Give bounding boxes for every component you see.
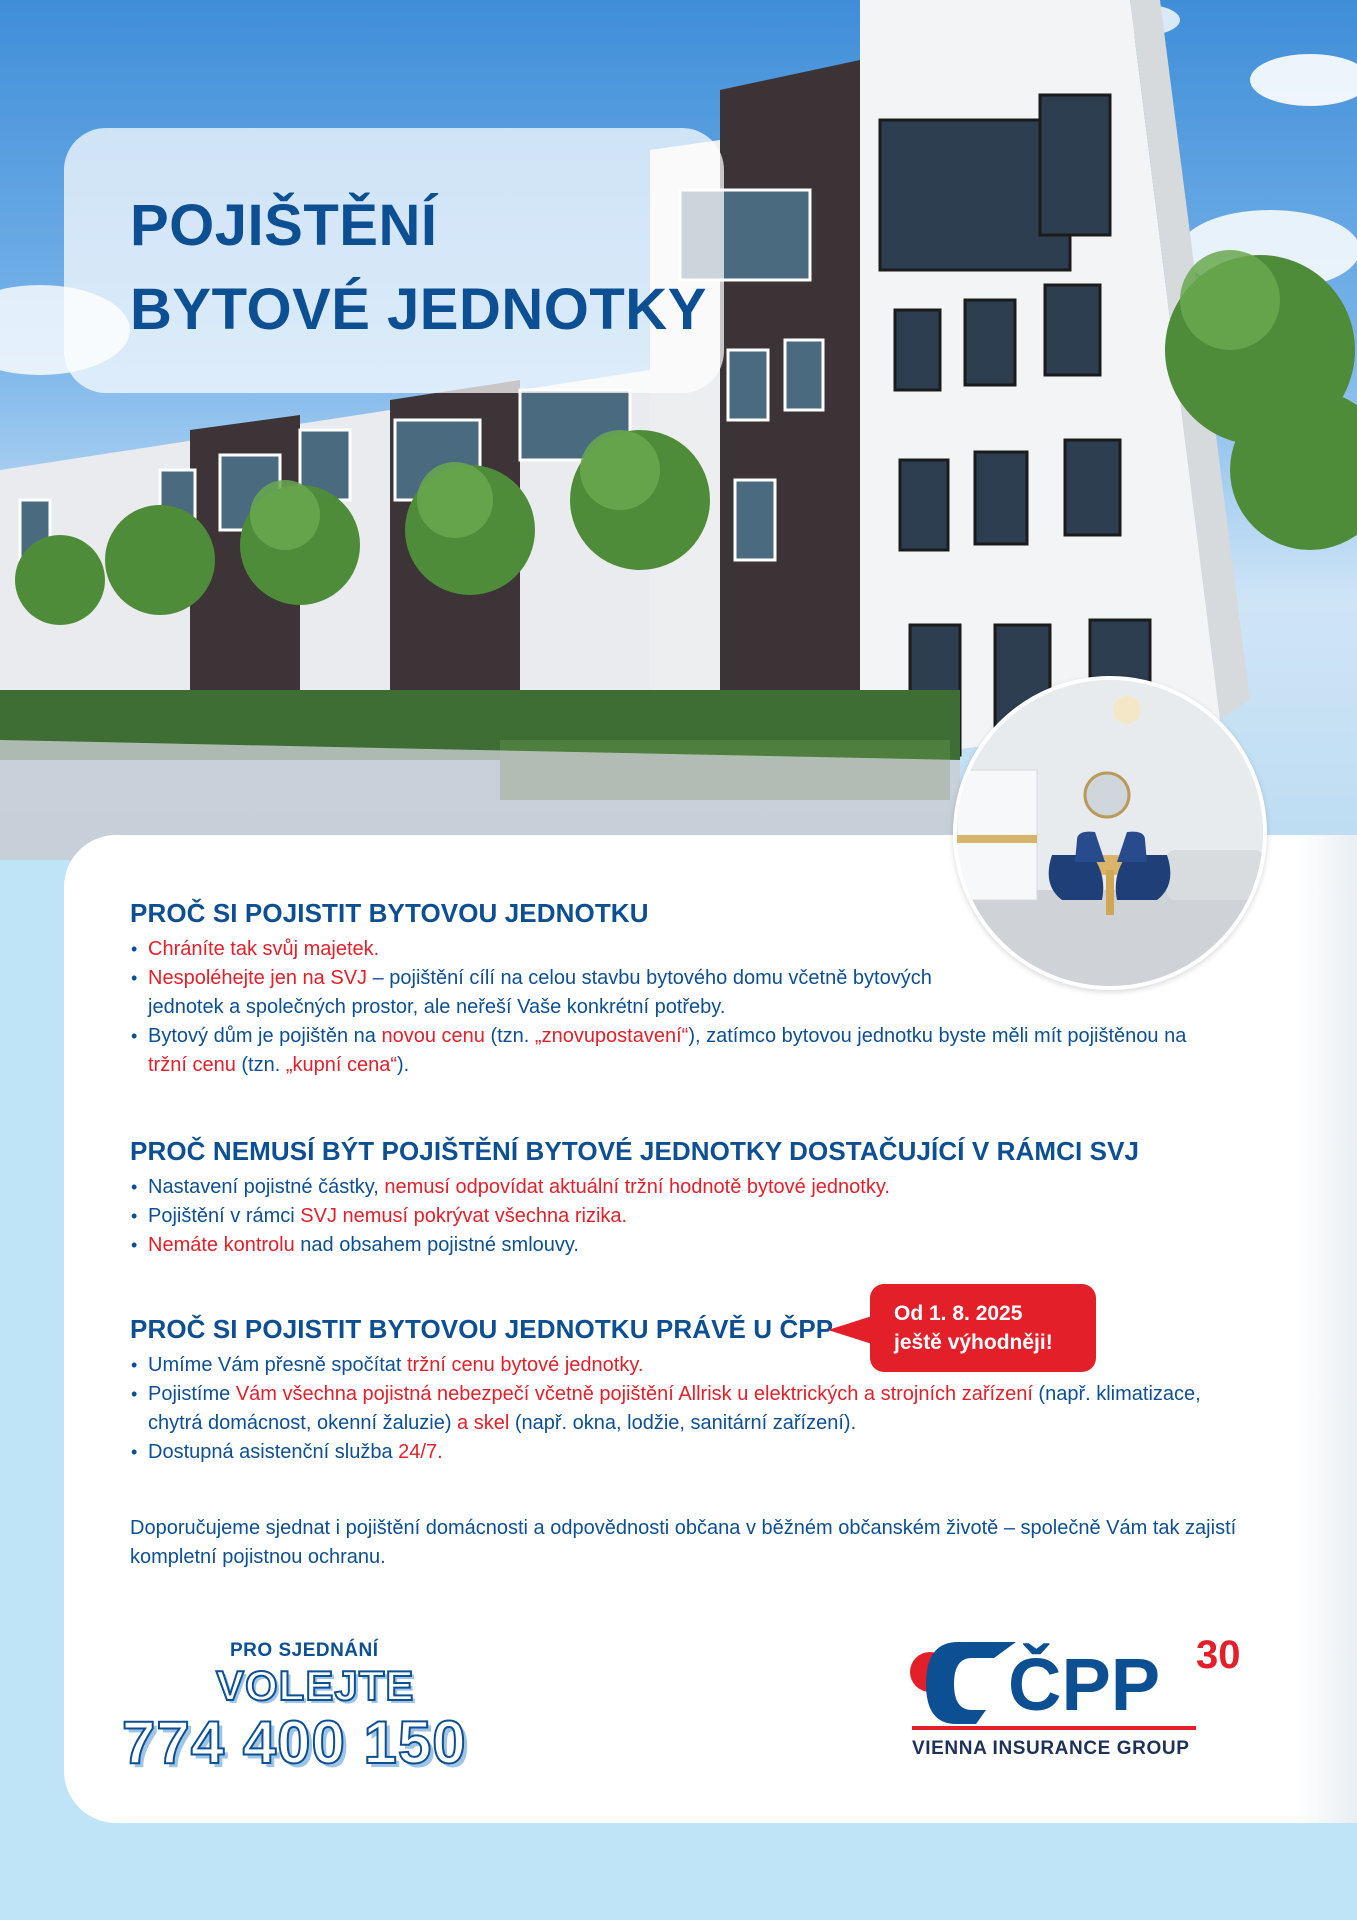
- section-1-heading: PROČ SI POJISTIT BYTOVOU JEDNOTKU: [130, 898, 649, 928]
- list-item: • Pojistíme Vám všechna pojistná nebezpečí včetně pojištění Allrisk u elektrických a strojních zařízení (např. klimatizace, chytrá domácnost, okenní žaluzie) a skel (např. okna, lodžie, sanitární zařízení).: [130, 1380, 1210, 1438]
- cta-label: PRO SJEDNÁNÍ: [230, 1640, 379, 1661]
- section-svj-insufficient: [130, 1136, 1230, 1260]
- section-why-insure: [130, 898, 1230, 1080]
- section-3-heading: PROČ SI POJISTIT BYTOVOU JEDNOTKU PRÁVĚ U ČPP: [130, 1314, 834, 1344]
- list-item: • Dostupná asistenční služba 24/7.: [130, 1438, 1210, 1467]
- list-item: • Umíme Vám přesně spočítat tržní cenu bytové jednotky.: [130, 1351, 1210, 1380]
- logo-group-name: VIENNA INSURANCE GROUP: [912, 1738, 1190, 1759]
- list-item: • Nespoléhejte jen na SVJ – pojištění cílí na celou stavbu bytového domu včetně bytových jednotek a společných prostor, ale neřeší Vaše konkrétní potřeby.: [130, 964, 968, 1022]
- page-title: [130, 184, 707, 352]
- logo-mark: [926, 1642, 1016, 1724]
- promo-callout: [870, 1284, 1096, 1372]
- list-item: • Chráníte tak svůj majetek.: [130, 935, 1230, 964]
- logo-brand-text: ČPP: [1008, 1643, 1161, 1726]
- list-item: • Nemáte kontrolu nad obsahem pojistné smlouvy.: [130, 1231, 1230, 1260]
- title-line-1: POJIŠTĚNÍ: [130, 193, 438, 258]
- title-line-2: BYTOVÉ JEDNOTKY: [130, 277, 707, 342]
- logo-divider: [912, 1726, 1196, 1730]
- list-item: • Bytový dům je pojištěn na novou cenu (tzn. „znovupostavení“), zatímco bytovou jednotku byste měli mít pojištěnou na tržní cenu (tzn. „kupní cena“).: [130, 1022, 1228, 1080]
- logo-anniversary: 30: [1196, 1633, 1241, 1677]
- section-1-list: [130, 935, 1230, 1080]
- promo-text: ještě výhodněji!: [894, 1331, 1053, 1354]
- phone-number[interactable]: 774 400 150: [122, 1709, 467, 1776]
- list-item: • Nastavení pojistné částky, nemusí odpovídat aktuální tržní hodnotě bytové jednotky.: [130, 1173, 1230, 1202]
- promo-date: Od 1. 8. 2025: [894, 1302, 1023, 1325]
- section-2-heading: PROČ NEMUSÍ BÝT POJIŠTĚNÍ BYTOVÉ JEDNOTKY DOSTAČUJÍCÍ V RÁMCI SVJ: [130, 1136, 1140, 1166]
- recommendation-text: Doporučujeme sjednat i pojištění domácnosti a odpovědnosti občana v běžném občanském životě – společně Vám tak zajistí kompletní pojistnou ochranu.: [130, 1517, 1237, 1568]
- cta-heading: VOLEJTE: [216, 1662, 415, 1709]
- section-2-list: [130, 1173, 1230, 1260]
- list-item: • Pojištění v rámci SVJ nemusí pokrývat všechna rizika.: [130, 1202, 1230, 1231]
